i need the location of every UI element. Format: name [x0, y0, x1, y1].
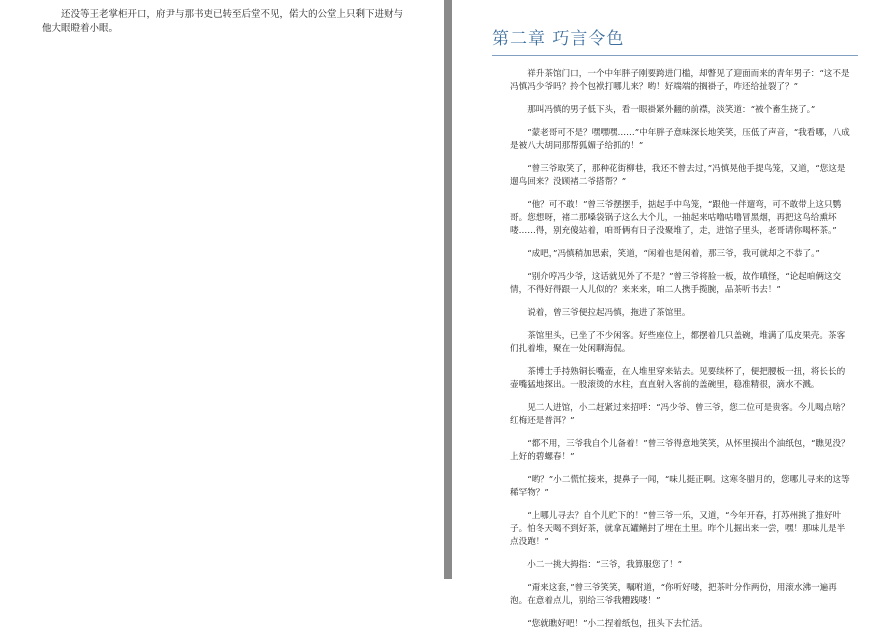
paragraph: 祥升茶馆门口，一个中年胖子刚要跨进门槛，却瞥见了迎面而来的青年男子：“这不是冯慎冯少爷吗？拎个包袱打哪儿来？哟！好端端的搁褂子，咋还给扯裂了？” — [510, 69, 850, 92]
paragraph: “成吧，”冯慎稍加思索，笑道，“闲着也是闲着，那三爷，我可就却之不恭了。” — [527, 249, 820, 259]
right-page — [452, 0, 890, 629]
page-gutter — [444, 0, 452, 579]
paragraph: “蒙老哥可不是？嘿嘿嘿……”中年胖子意味深长地笑笑，压低了声音，“我看哪，八成是被八大胡同那帮狐媚子给抓的！” — [510, 128, 850, 151]
paragraph: 说着，曾三爷便拉起冯慎，拖进了茶馆里。 — [527, 308, 691, 318]
chapter-title: 第二章 巧言令色 — [492, 29, 625, 49]
left-page-paragraph: 还没等王老掌柜开口，府尹与那书吏已转至后堂不见，偌大的公堂上只剩下进财与他大眼瞪着小眼。 — [42, 9, 404, 34]
paragraph: “都不用，三爷我自个儿备着！”曾三爷得意地笑笑，从怀里摸出个油纸包，“瞧见没？上好的碧螺春！” — [510, 439, 850, 462]
paragraph: “上哪儿寻去？自个儿贮下的！”曾三爷一乐，又道，“今年开春，打苏州挑了推好叶子。怕冬天喝不到好茶，就拿瓦罐鳝封了埋在土里。昨个儿掘出来一尝，嘿！那味儿是半点没跑！” — [510, 511, 846, 547]
paragraph: 小二一挑大拇指：“三爷，我算服您了！” — [527, 560, 683, 570]
paragraph: “别介哼冯少爷，这话就见外了不是？”曾三爷将脸一板，故作嗔怪，“论起咱俩这交情，不得好得跟一人儿似的？来来来，咱二人携手揽腕，品茶听书去！” — [510, 272, 842, 295]
paragraph: 茶馆里头，已坐了不少闲客。好些座位上，都摆着几只盖碗，堆满了瓜皮果壳。茶客们扎着堆，聚在一处闲聊海侃。 — [510, 331, 846, 354]
paragraph: “曾三爷取笑了，那种花街柳巷，我还不曾去过，”冯慎晃他手提鸟笼，又道，“您这是遛鸟回来？没顾褚二爷搭帮？” — [510, 164, 846, 187]
paragraph: “他？可不敢！”曾三爷摆摆手，掂起手中鸟笼，“跟他一伴遛弯，可不敢带上这只鹦哥。您想呀，褚二那嗓袋锅子这么大个儿，一抽起来咕噜咕噜冒黑烟，再把这鸟给熏坏喽……得，别充傻站着，咱哥俩有日子没聚堆了，走，进馆子里头，老哥请你喝杯茶。” — [510, 200, 842, 236]
paragraph: 茶博士手持熟铜长嘴壶，在人堆里穿来钻去。见要续杯了，便把腰板一扭，将长长的壶嘴猛地探出。一股滚烫的水柱，直直射入客前的盖碗里，稳准精很，滴水不溅。 — [510, 367, 846, 390]
chapter-body — [510, 68, 850, 641]
paragraph: “您就瞧好吧！”小二捏着纸包，扭头下去忙活。 — [527, 619, 708, 629]
paragraph: 那叫冯慎的男子低下头，看一眼褂紧外翻的前襟，淡笑道：“被个畜生挠了。” — [527, 105, 816, 115]
left-page — [0, 0, 444, 579]
paragraph: 见二人进馆，小二赶紧过来招呼：“冯少爷、曾三爷，您二位可是贵客。今儿喝点啥？红梅还是普洱？” — [510, 403, 850, 426]
paragraph: “哟？”小二慌忙接来，提鼻子一闻，“味儿挺正啊。这寒冬腊月的，您哪儿寻来的这等稀罕物？” — [510, 475, 850, 498]
paragraph: “甭来这套，”曾三爷笑笑，嘱咐道，“你听好喽，把茶叶分作两份，用滚水沸一遍再泡。在意着点儿，别给三爷我糟践喽！” — [510, 583, 837, 606]
title-underline — [492, 55, 858, 56]
